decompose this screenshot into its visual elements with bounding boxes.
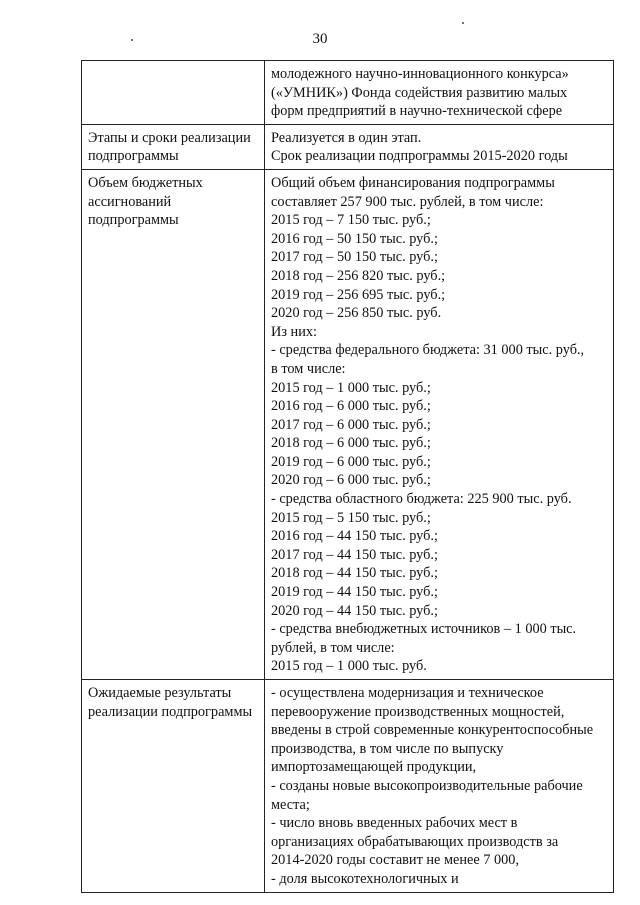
content-line: 2015 год – 1 000 тыс. руб.;: [271, 379, 431, 396]
content-line: 2017 год – 44 150 тыс. руб.;: [271, 546, 438, 563]
content-line: молодежного научно-инновационного конкурса»: [271, 66, 569, 82]
content-line: - созданы новые высокопроизводительные рабочие: [271, 777, 583, 794]
content-line: импортозамещающей продукции,: [271, 759, 477, 776]
content-line: Срок реализации подпрограммы 2015-2020 годы: [271, 148, 568, 165]
label-line: подпрограммы: [88, 148, 179, 165]
content-line: 2015 год – 1 000 тыс. руб.: [271, 658, 427, 675]
content-line: 2020 год – 6 000 тыс. руб.;: [271, 472, 431, 489]
table-row: [82, 169, 614, 679]
row-content-cell: [265, 61, 614, 125]
content-line: Из них:: [271, 323, 317, 340]
content-line: - средства федерального бюджета: 31 000 тыс. руб.,: [271, 342, 585, 359]
content-line: - доля высокотехнологичных и: [271, 870, 459, 887]
content-line: рублей, в том числе:: [271, 639, 395, 656]
content-line: 2017 год – 50 150 тыс. руб.;: [271, 249, 438, 266]
content-line: 2015 год – 5 150 тыс. руб.;: [271, 509, 431, 526]
content-line: - средства внебюджетных источников – 1 000 тыс.: [271, 621, 577, 638]
scan-speck: [462, 22, 464, 24]
content-line: 2019 год – 6 000 тыс. руб.;: [271, 453, 431, 470]
content-line: 2016 год – 6 000 тыс. руб.;: [271, 398, 431, 415]
content-line: 2018 год – 256 820 тыс. руб.;: [271, 267, 446, 284]
content-line: составляет 257 900 тыс. рублей, в том числе:: [271, 193, 544, 210]
label-line: Объем бюджетных: [88, 174, 203, 191]
content-line: в том числе:: [271, 360, 346, 377]
label-line: Этапы и сроки реализации: [88, 129, 251, 146]
content-line: - средства областного бюджета: 225 900 тыс. руб.: [271, 491, 572, 508]
content-line: организациях обрабатывающих производств за: [271, 833, 559, 850]
content-line: введены в строй современные конкурентоспособные: [271, 722, 594, 739]
label-line: ассигнований: [88, 193, 172, 210]
page-number: 30: [312, 31, 328, 47]
table-row: [82, 680, 614, 893]
content-line: («УМНИК») Фонда содействия развитию малых: [271, 84, 568, 101]
content-line: перевооружение производственных мощностей,: [271, 703, 565, 720]
content-line: производства, в том числе по выпуску: [271, 740, 504, 757]
row-label-cell: [82, 124, 265, 169]
content-line: 2014-2020 годы составит не менее 7 000,: [271, 852, 520, 869]
content-line: - число вновь введенных рабочих мест в: [271, 815, 518, 832]
content-line: 2016 год – 50 150 тыс. руб.;: [271, 230, 438, 247]
content-line: 2019 год – 256 695 тыс. руб.;: [271, 286, 446, 303]
content-line: 2019 год – 44 150 тыс. руб.;: [271, 584, 438, 601]
label-line: Ожидаемые результаты: [88, 685, 232, 701]
row-content-cell: [265, 169, 614, 679]
content-line: места;: [271, 796, 310, 813]
label-line: подпрограммы: [88, 212, 179, 229]
scan-speck: [131, 39, 133, 41]
row-content-cell: [265, 680, 614, 893]
content-line: 2017 год – 6 000 тыс. руб.;: [271, 416, 431, 433]
row-label-cell: [82, 61, 265, 125]
row-label-cell: [82, 169, 265, 679]
content-line: 2018 год – 44 150 тыс. руб.;: [271, 565, 438, 582]
content-line: 2020 год – 44 150 тыс. руб.;: [271, 602, 438, 619]
content-line: Реализуется в один этап.: [271, 129, 422, 146]
content-line: Общий объем финансирования подпрограммы: [271, 174, 555, 191]
content-line: форм предприятий в научно-технической сфере: [271, 103, 563, 120]
program-table: [81, 60, 614, 893]
row-content-cell: [265, 124, 614, 169]
content-line: 2015 год – 7 150 тыс. руб.;: [271, 212, 431, 229]
table-row: [82, 61, 614, 125]
content-line: 2018 год – 6 000 тыс. руб.;: [271, 435, 431, 452]
row-label-cell: [82, 680, 265, 893]
content-line: 2016 год – 44 150 тыс. руб.;: [271, 528, 438, 545]
content-line: 2020 год – 256 850 тыс. руб.: [271, 305, 442, 322]
table-row: [82, 124, 614, 169]
content-line: - осуществлена модернизация и техническое: [271, 685, 544, 701]
label-line: реализации подпрограммы: [88, 703, 253, 720]
